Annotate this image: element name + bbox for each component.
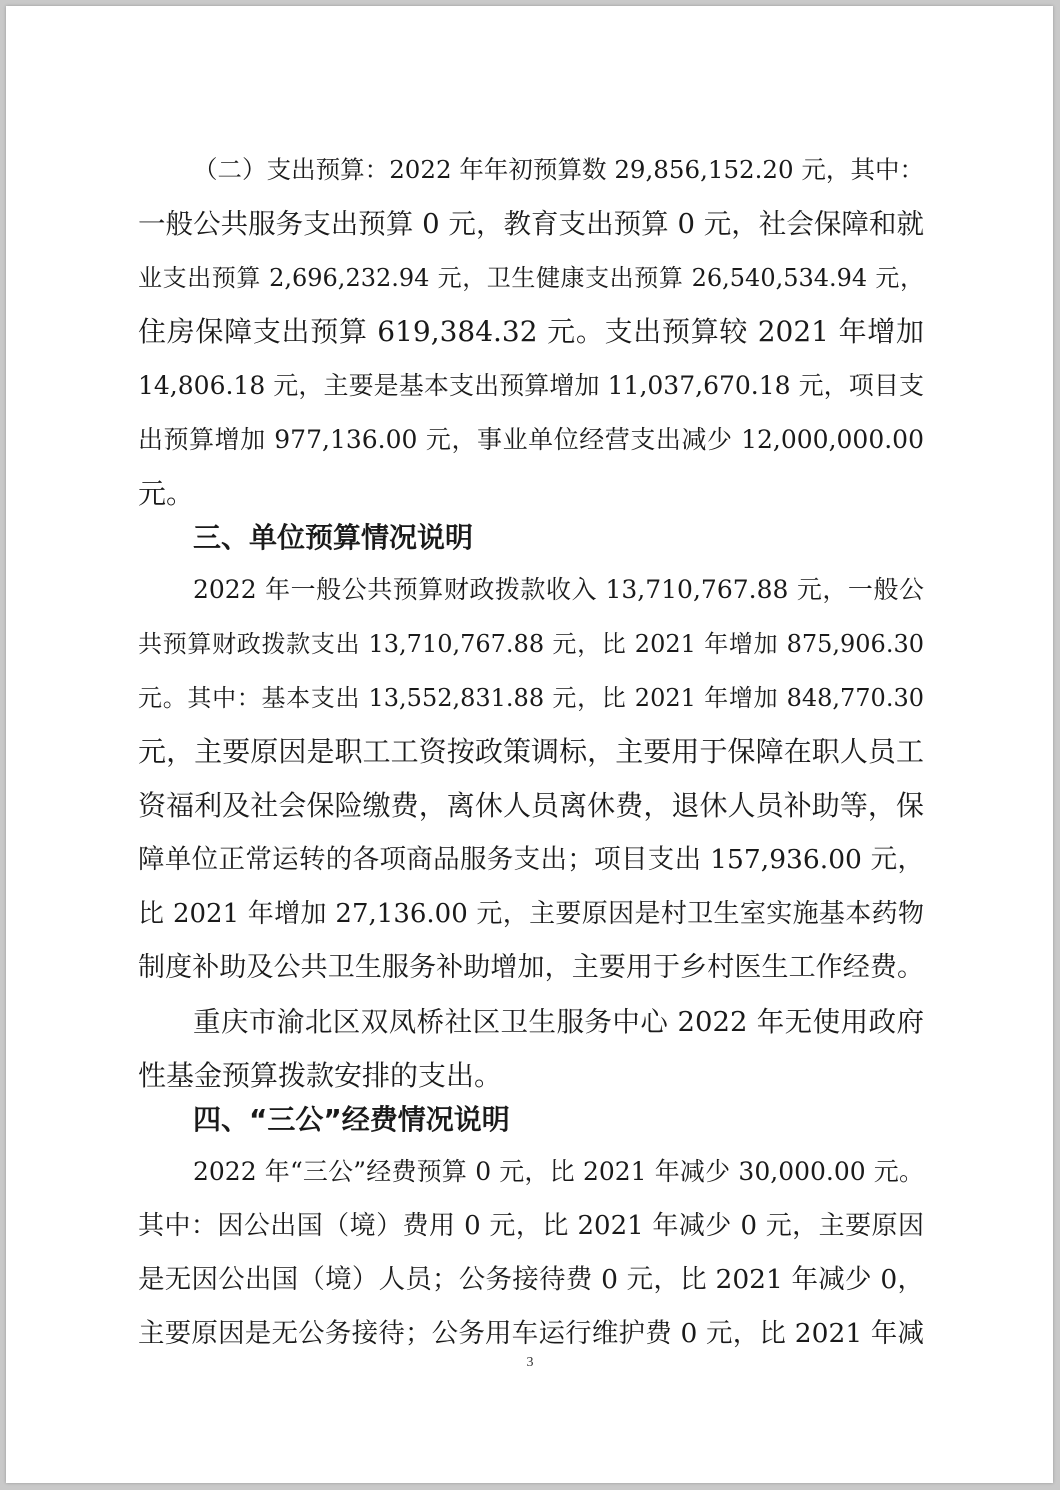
paragraph-unit-budget-line-7: 比 2021 年增加 27,136.00 元，主要原因是村卫生室实施基本药物 — [138, 899, 924, 929]
paragraph-three-public-line-1: 2022 年“三公”经费预算 0 元，比 2021 年减少 30,000.00 元。 — [193, 1157, 924, 1186]
paragraph-expenditure-line-7: 元。 — [138, 477, 195, 510]
page-number: 3 — [526, 1355, 534, 1370]
paragraph-expenditure-line-2: 一般公共服务支出预算 0 元，教育支出预算 0 元，社会保障和就 — [138, 208, 924, 240]
section-heading-unit-budget: 三、单位预算情况说明 — [193, 521, 474, 554]
paragraph-unit-budget-line-5: 资福利及社会保险缴费，离休人员离休费，退休人员补助等，保 — [138, 789, 924, 822]
paragraph-unit-budget-line-4: 元，主要原因是职工工资按政策调标，主要用于保障在职人员工 — [138, 735, 924, 768]
paragraph-expenditure-line-3: 业支出预算 2,696,232.94 元，卫生健康支出预算 26,540,534.94 元， — [138, 264, 924, 292]
paragraph-unit-budget-line-2: 共预算财政拨款支出 13,710,767.88 元，比 2021 年增加 875,906.30 — [138, 630, 924, 658]
paragraph-unit-budget-line-1: 2022 年一般公共预算财政拨款收入 13,710,767.88 元，一般公 — [193, 575, 924, 604]
section-heading-three-public: 四、“三公”经费情况说明 — [193, 1103, 510, 1136]
paragraph-fund-line-2: 性基金预算拨款安排的支出。 — [138, 1059, 503, 1092]
paragraph-fund-line-1: 重庆市渝北区双凤桥社区卫生服务中心 2022 年无使用政府 — [193, 1006, 924, 1038]
paragraph-unit-budget-line-8: 制度补助及公共卫生服务补助增加，主要用于乡村医生工作经费。 — [138, 952, 924, 983]
paragraph-expenditure-line-5: 14,806.18 元，主要是基本支出预算增加 11,037,670.18 元，项目支 — [138, 371, 924, 400]
paragraph-expenditure-line-1: （二）支出预算：2022 年年初预算数 29,856,152.20 元，其中： — [193, 155, 924, 184]
paragraph-three-public-line-4: 主要原因是无公务接待；公务用车运行维护费 0 元，比 2021 年减 — [138, 1318, 924, 1349]
paragraph-expenditure-line-6: 出预算增加 977,136.00 元，事业单位经营支出减少 12,000,000.00 — [138, 425, 924, 454]
paragraph-three-public-line-2: 其中：因公出国（境）费用 0 元，比 2021 年减少 0 元，主要原因 — [138, 1211, 924, 1241]
paragraph-expenditure-line-4: 住房保障支出预算 619,384.32 元。支出预算较 2021 年增加 — [138, 315, 924, 348]
paragraph-unit-budget-line-6: 障单位正常运转的各项商品服务支出；项目支出 157,936.00 元， — [138, 844, 924, 875]
paragraph-three-public-line-3: 是无因公出国（境）人员；公务接待费 0 元，比 2021 年减少 0， — [138, 1264, 924, 1295]
paragraph-unit-budget-line-3: 元。其中：基本支出 13,552,831.88 元，比 2021 年增加 848,770.30 — [138, 684, 924, 712]
